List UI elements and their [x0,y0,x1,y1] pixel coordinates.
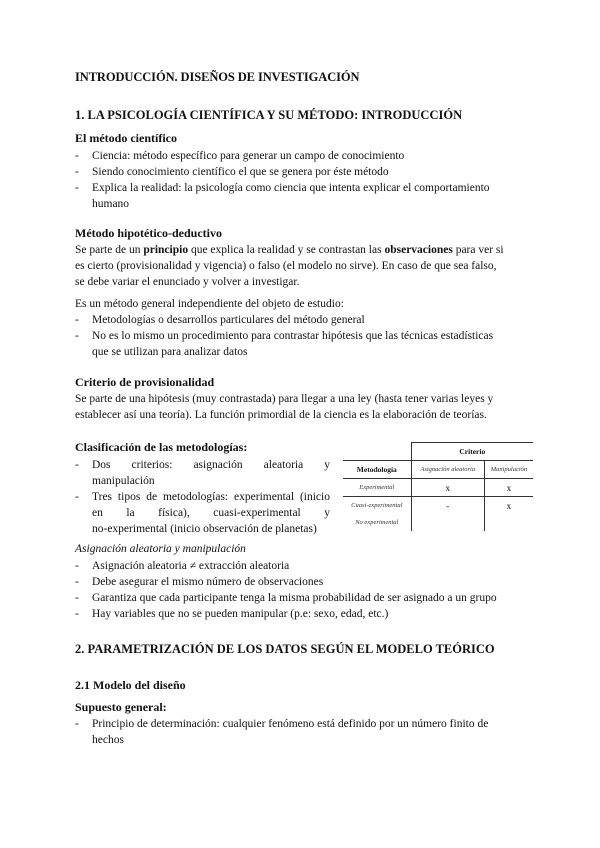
table-cell: x [484,479,533,497]
table-col-manipulacion: Manipulación [484,461,533,479]
modelo-diseno-heading: 2.1 Modelo del diseño [75,678,186,692]
table-row-label: Experimental [343,479,411,497]
document-title: INTRODUCCIÓN. DISEÑOS DE INVESTIGACIÓN [75,70,360,84]
table-cell: x [411,479,484,497]
table-header-criterio: Criterio [411,443,533,461]
provisionalidad-heading: Criterio de provisionalidad [75,375,215,389]
table-col-asignacion: Asignación aleatoria [411,461,484,479]
hipotetico-paragraph-line3: se debe variar el enunciado y volver a investigar. [75,276,300,288]
table-row-label: No experimental [355,519,399,526]
clasificacion-heading: Clasificación de las metodologías: [75,440,248,454]
table-cell [484,514,533,531]
hipotetico-paragraph-line2: es cierto (provisionalidad y vigencia) o falso (el modelo no sirve). En caso de que sea falso, [75,260,497,272]
table-cell: x [484,497,533,515]
criteria-table [343,442,533,531]
list-item: - Tres tipos de metodologías: experimental (inicio en la física), cuasi-experimental y no-experimental (inicio observación de planetas) [75,491,330,535]
hipotetico-paragraph2: Es un método general independiente del objeto de estudio: [75,298,344,310]
metodo-cientifico-heading: El método científico [75,131,177,145]
hipotetico-heading: Método hipotético-deductivo [75,226,222,240]
supuesto-general-heading: Supuesto general: [75,700,167,714]
table-row-label: Cuasi-experimental [343,497,411,515]
list-item: - Dos criterios: asignación aleatoria y manipulación [75,459,330,487]
table-cell: - [411,497,484,515]
asignacion-heading: Asignación aleatoria y manipulación [75,543,246,555]
document-page: INTRODUCCIÓN. DISEÑOS DE INVESTIGACIÓN 1. LA PSICOLOGÍA CIENTÍFICA Y SU MÉTODO: INTRODUCCIÓN El método científico - Ciencia: método específico para generar un campo de conocimiento - Siendo conocimiento científico el que se genera por éste método - Explica la realidad: la psicología como ciencia que intenta explicar el comportamiento humano Método hipotético-deductivo Se parte de un principio que explica la realidad y se contrastan las observaciones para ver si es cierto (provisionalidad y vigencia) o falso (el modelo no sirve). En caso de que sea falso, se debe variar el enunciado y volver a investigar. Es un método general independiente del objeto de estudio: - Metodologías o desarrollos particulares del método general - No es lo mismo un procedimiento para contrastar hipótesis que las técnicas estadísticas que se utilizan para analizar datos Criterio de provisionalidad Se parte de una hipótesis (muy contrastada) para llegar a una ley (hasta tener varias leyes y establecer así una teoría). La función primordial de la ciencia es la elaboración de teorías. Clasificación de las metodologías: - Dos criterios: asignación aleatoria y manipulación - Tres tipos de metodologías: experimental (inicio en la física), cuasi-experimental y no-experimental (inicio observación de planetas) Criterio Metodología Asignación aleatoria Manipulación Experimental x x Cuasi-experimental - x No experimental Asignación aleatoria y manipulación - Asignación aleatoria ≠ extracción aleatoria - Debe asegurar el mismo número de observaciones - Garantiza que cada participante tenga la misma probabilidad de ser asignado a un grupo - Hay variables que no se pueden manipular (p.e: sexo, edad, etc.) 2. PARAMETRIZACIÓN DE LOS DATOS SEGÚN EL MODELO TEÓRICO 2.1 Modelo del diseño Supuesto general: - Principio de determinación: cualquier fenómeno está definido por un número finito de hechos [0,0,600,848]
provisionalidad-line1: Se parte de una hipótesis (muy contrastada) para llegar a una ley (hasta tener varias leyes y [75,393,494,405]
section2-heading: 2. PARAMETRIZACIÓN DE LOS DATOS SEGÚN EL MODELO TEÓRICO [75,642,495,656]
provisionalidad-line2: establecer así una teoría). La función primordial de la ciencia es la elaboración de teorías. [75,409,487,421]
table-col-metodologia: Metodología [343,461,411,479]
hipotetico-paragraph-line1: Se parte de un principio que explica la realidad y se contrastan las observaciones para ver si [75,244,504,256]
section1-heading: 1. LA PSICOLOGÍA CIENTÍFICA Y SU MÉTODO: INTRODUCCIÓN [75,108,463,122]
table-cell [411,514,484,531]
